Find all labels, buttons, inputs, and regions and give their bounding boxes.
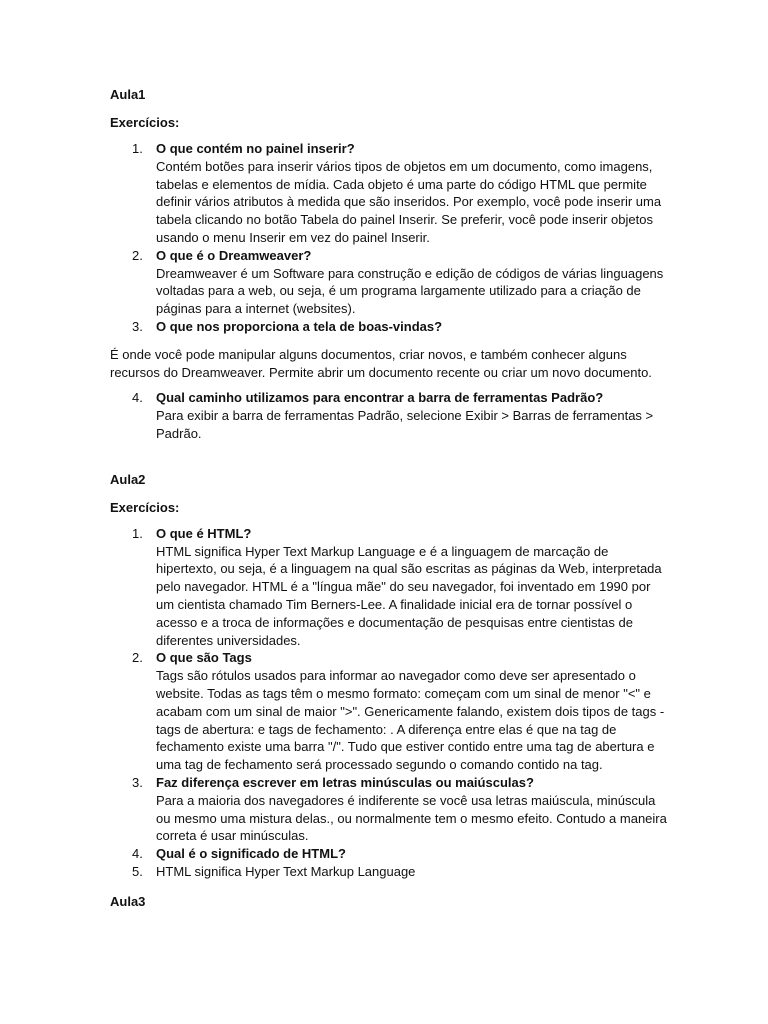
aula2-exercicios-heading: Exercícios:: [110, 499, 180, 515]
question-text: O que é HTML?: [156, 525, 252, 541]
list-item: [110, 845, 670, 863]
list-item: [110, 389, 670, 442]
answer-text: Para exibir a barra de ferramentas Padrão, selecione Exibir > Barras de ferramentas > Padrão.: [156, 408, 654, 441]
list-item: [110, 247, 670, 318]
aula1-question-list: [110, 140, 670, 336]
aula1-question-list-continued: [110, 389, 670, 442]
item-number: 2.: [132, 650, 143, 666]
item-number: 1.: [132, 141, 143, 156]
question-text: O que nos proporciona a tela de boas-vindas?: [156, 318, 443, 334]
aula1-section: [110, 86, 670, 443]
list-item: [110, 318, 670, 336]
item-number: 3.: [132, 318, 143, 334]
aula1-title: Aula1: [110, 87, 146, 102]
question-text: O que contém no painel inserir?: [156, 141, 355, 156]
answer-text: Tags são rótulos usados para informar ao navegador como deve ser apresentado o website. Todas as tags têm o mesmo formato: começam com um sinal de menor "<" e acabam com um sinal de maior ">". Genericamente falando, existem dois tipos de tags - tags de abertura: e tags de fechamento: . A diferença entre elas é que na tag de fechamento existe uma barra "/". Tudo que estiver contido entre uma tag de abertura e uma tag de fechamento será processado segundo o comando contido na tag.: [156, 668, 665, 773]
list-item: [110, 774, 670, 845]
list-item: [110, 863, 670, 881]
answer-text: Contém botões para inserir vários tipos de objetos em um documento, como imagens, tabelas e elementos de mídia. Cada objeto é uma parte do código HTML que permite definir vários atributos à medida que são inseridos. Por exemplo, você pode inserir uma tabela clicando no botão Tabela do painel Inserir. Se preferir, você pode inserir objetos usando o menu Inserir em vez do painel Inserir.: [156, 158, 662, 245]
item-number: 1.: [132, 525, 143, 541]
answer-text: Para a maioria dos navegadores é indiferente se você usa letras maiúscula, minúscula ou mesmo uma mistura delas., ou normalmente tem o mesmo efeito. Contudo a maneira correta é usar minúsculas.: [156, 792, 667, 844]
aula1-exercicios-heading: Exercícios:: [110, 115, 180, 130]
list-item: [110, 649, 670, 774]
item-number: 4.: [132, 846, 143, 862]
list-item: [110, 140, 670, 247]
aula2-question-list: [110, 525, 670, 881]
aula2-section: [110, 471, 670, 881]
question-text: Qual caminho utilizamos para encontrar a barra de ferramentas Padrão?: [156, 390, 604, 406]
item-number: 5.: [132, 863, 143, 879]
answer-text: HTML significa Hyper Text Markup Language e é a linguagem de marcação de hipertexto, ou seja, é a linguagem na qual são escritas as páginas da Web, interpretada pelo navegador. HTML é a "língua mãe" do seu navegador, foi inventado em 1990 por um cientista chamado Tim Berners-Lee. A finalidade inicial era de tornar possível o acesso e a troca de informações e documentação de pesquisas entre cientistas de diferentes universidades.: [156, 543, 662, 648]
answer-text: HTML significa Hyper Text Markup Language: [156, 863, 416, 879]
answer-text: Dreamweaver é um Software para construção e edição de códigos de várias linguagens voltadas para a web, ou seja, é um programa largamente utilizado para a criação de páginas para a internet (websites).: [156, 265, 664, 317]
question-text: O que são Tags: [156, 650, 252, 666]
aula1-paragraph: É onde você pode manipular alguns documentos, criar novos, e também conhecer alguns recursos do Dreamweaver. Permite abrir um documento recente ou criar um novo documento.: [110, 346, 652, 380]
item-number: 3.: [132, 774, 143, 790]
question-text: Qual é o significado de HTML?: [156, 846, 346, 862]
item-number: 4.: [132, 390, 143, 406]
item-number: 2.: [132, 247, 143, 263]
aula3-title: Aula3: [110, 893, 146, 909]
aula2-title: Aula2: [110, 471, 146, 487]
question-text: Faz diferença escrever em letras minúsculas ou maiúsculas?: [156, 774, 534, 790]
document-page: [110, 86, 670, 911]
aula3-section: [110, 893, 670, 911]
list-item: [110, 525, 670, 650]
question-text: O que é o Dreamweaver?: [156, 247, 312, 263]
